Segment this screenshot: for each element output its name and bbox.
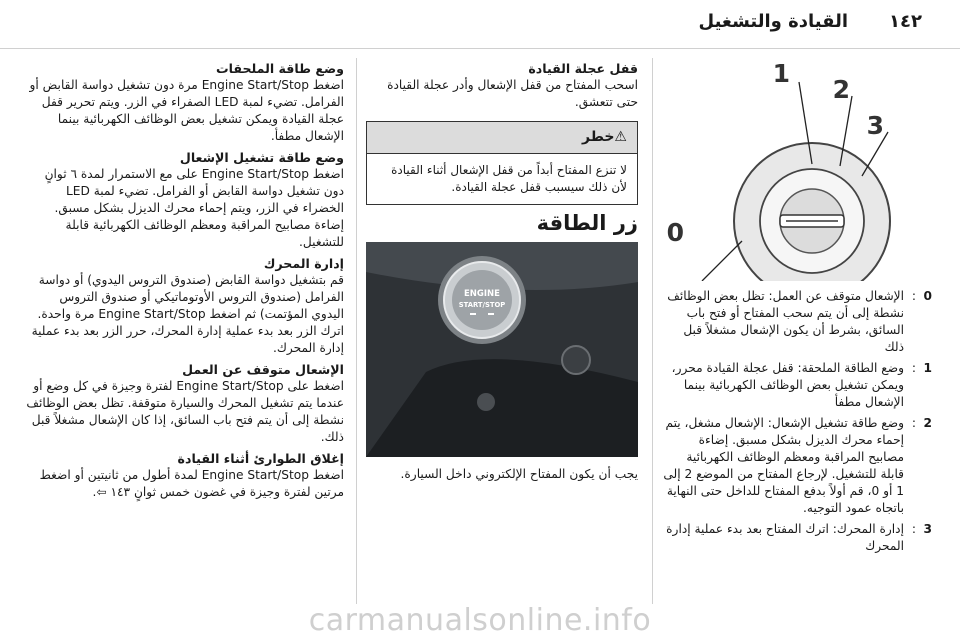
legend-item: 1 : وضع الطاقة الملحقة: قفل عجلة القيادة محرر، ويمكن تشغيل بعض الوظائف الكهربائية بينما الإشعال مطفأ xyxy=(662,360,932,411)
section-text: قم بتشغيل دواسة القابض (صندوق التروس اليدوي) أو دواسة الفرامل (صندوق التروس الأوتوماتيكي أو صندوق التروس اليدوي المؤتمت) ثم اضغط Engine Start/Stop مرة واحدة. اترك الزر بعد بدء عملية إدارة المحرك، حرر الزر بعد بدء عملية إدارة المحرك. xyxy=(31,273,344,355)
legend-number: 3 xyxy=(923,522,932,536)
legend-item: 2 : وضع طاقة تشغيل الإشعال: الإشعال مشغل، يتم إحماء محرك الديزل بشكل مسبق. إضاءة مصابيح المراقبة ومعظم الوظائف الكهربائية قابلة للتشغيل. لإرجاع المفتاح من الموضع 2 إلى 1 أو 0، قم أولاً بدفع المفتاح للداخل حتى النهاية باتجاه عمود التوجيه. xyxy=(663,416,932,515)
section-text: اسحب المفتاح من قفل الإشعال وأدر عجلة القيادة حتى تتعشق. xyxy=(387,78,638,109)
section-text: اضغط على Engine Start/Stop لفترة وجيزة في كل وضع أو عندما يتم تشغيل المحرك والسيارة متوقفة. تظل بعض الوظائف نشطة إلى أن يتم فتح باب السائق، إذا كان الإشعال مشغلاً قبل ذلك. xyxy=(26,379,344,444)
callout-0: 0 xyxy=(666,218,684,247)
column-divider xyxy=(356,58,357,604)
warning-title: ⚠خطر xyxy=(367,122,637,154)
legend-number: 2 xyxy=(923,416,932,430)
legend-text: وضع طاقة تشغيل الإشعال: الإشعال مشغل، يتم إحماء محرك الديزل بشكل مسبق. إضاءة مصابيح المراقبة ومعظم الوظائف الكهربائية قابلة للتشغيل. لإرجاع المفتاح من الموضع 2 إلى 1 أو 0، قم أولاً بدفع المفتاح للداخل حتى النهاية باتجاه عمود التوجيه. xyxy=(663,416,904,515)
engine-label: ENGINE xyxy=(464,289,500,299)
legend-number: 1 xyxy=(923,361,932,375)
callout-1: 1 xyxy=(772,59,790,88)
ignition-lock-illustration xyxy=(662,56,932,276)
start-stop-label: START/STOP xyxy=(458,301,506,309)
steering-lock-column xyxy=(366,56,638,487)
photo-caption: يجب أن يكون المفتاح الإلكتروني داخل السيارة. xyxy=(400,467,638,481)
page-title: القيادة والتشغيل xyxy=(698,11,848,32)
page-number: ١٤٢ xyxy=(889,11,922,32)
section-title: وضع طاقة تشغيل الإشعال xyxy=(179,150,344,165)
ignition-column xyxy=(662,56,932,559)
section-title: وضع طاقة الملحقات xyxy=(216,61,344,76)
legend-item: 0 : الإشعال متوقف عن العمل: تظل بعض الوظائف نشطة إلى أن يتم سحب المفتاح أو فتح باب السائق، بشرط أن يكون الإشعال مشغلاً قبل ذلك xyxy=(662,288,932,356)
legend-number: 0 xyxy=(923,289,932,303)
section-title: إدارة المحرك xyxy=(263,256,344,271)
column-divider xyxy=(652,58,653,604)
power-button-heading: زر الطاقة xyxy=(536,211,638,235)
warning-box xyxy=(366,121,638,205)
section-title: الإشعال متوقف عن العمل xyxy=(182,362,344,377)
section-text: اضغط Engine Start/Stop مرة دون تشغيل دواسة القابض أو الفرامل. تضيء لمبة LED الصفراء في الزر. ويتم تحرير قفل عجلة القيادة ويمكن تشغيل بعض الوظائف الكهربائية بينما الإشعال مطفأ. xyxy=(29,78,344,143)
section-title: إغلاق الطوارئ أثناء القيادة xyxy=(177,451,344,466)
section-text: اضغط Engine Start/Stop على مع الاستمرار لمدة ٦ ثوانٍ دون تشغيل دواسة القابض أو الفرامل. تضيء لمبة LED الخضراء في الزر، ويتم إحماء محرك الديزل بشكل مسبق. إضاءة مصابيح المراقبة ومعظم الوظائف الكهربائية قابلة للتشغيل. xyxy=(44,167,344,249)
legend-text: وضع الطاقة الملحقة: قفل عجلة القيادة محرر، ويمكن تشغيل بعض الوظائف الكهربائية بينما الإشعال مطفأ xyxy=(671,361,904,409)
power-modes-column xyxy=(26,56,344,505)
dashboard-photo xyxy=(366,242,638,457)
legend-text: إدارة المحرك: اترك المفتاح بعد بدء عملية إدارة المحرك xyxy=(666,522,904,553)
legend-text: الإشعال متوقف عن العمل: تظل بعض الوظائف نشطة إلى أن يتم سحب المفتاح أو فتح باب السائق، بشرط أن يكون الإشعال مشغلاً قبل ذلك xyxy=(667,289,904,354)
power-button-photo xyxy=(366,242,638,457)
ignition-lock-drawing xyxy=(662,56,932,281)
warning-text: لا تنزع المفتاح أبداً من قفل الإشعال أثناء القيادة لأن ذلك سيسبب قفل عجلة القيادة. xyxy=(391,163,627,194)
callout-3: 3 xyxy=(866,111,884,140)
section-text: اضغط Engine Start/Stop لمدة أطول من ثانيتين أو اضغط مرتين لفترة وجيزة في غضون خمس ثوانٍ ١٤٣ ⇦. xyxy=(39,468,344,499)
callout-2: 2 xyxy=(832,75,850,104)
page-header xyxy=(0,0,960,49)
watermark: carmanualsonline.info xyxy=(308,603,652,638)
position-legend xyxy=(662,288,932,555)
legend-item: 3 : إدارة المحرك: اترك المفتاح بعد بدء عملية إدارة المحرك xyxy=(662,521,932,555)
section-title: قفل عجلة القيادة xyxy=(528,61,638,76)
